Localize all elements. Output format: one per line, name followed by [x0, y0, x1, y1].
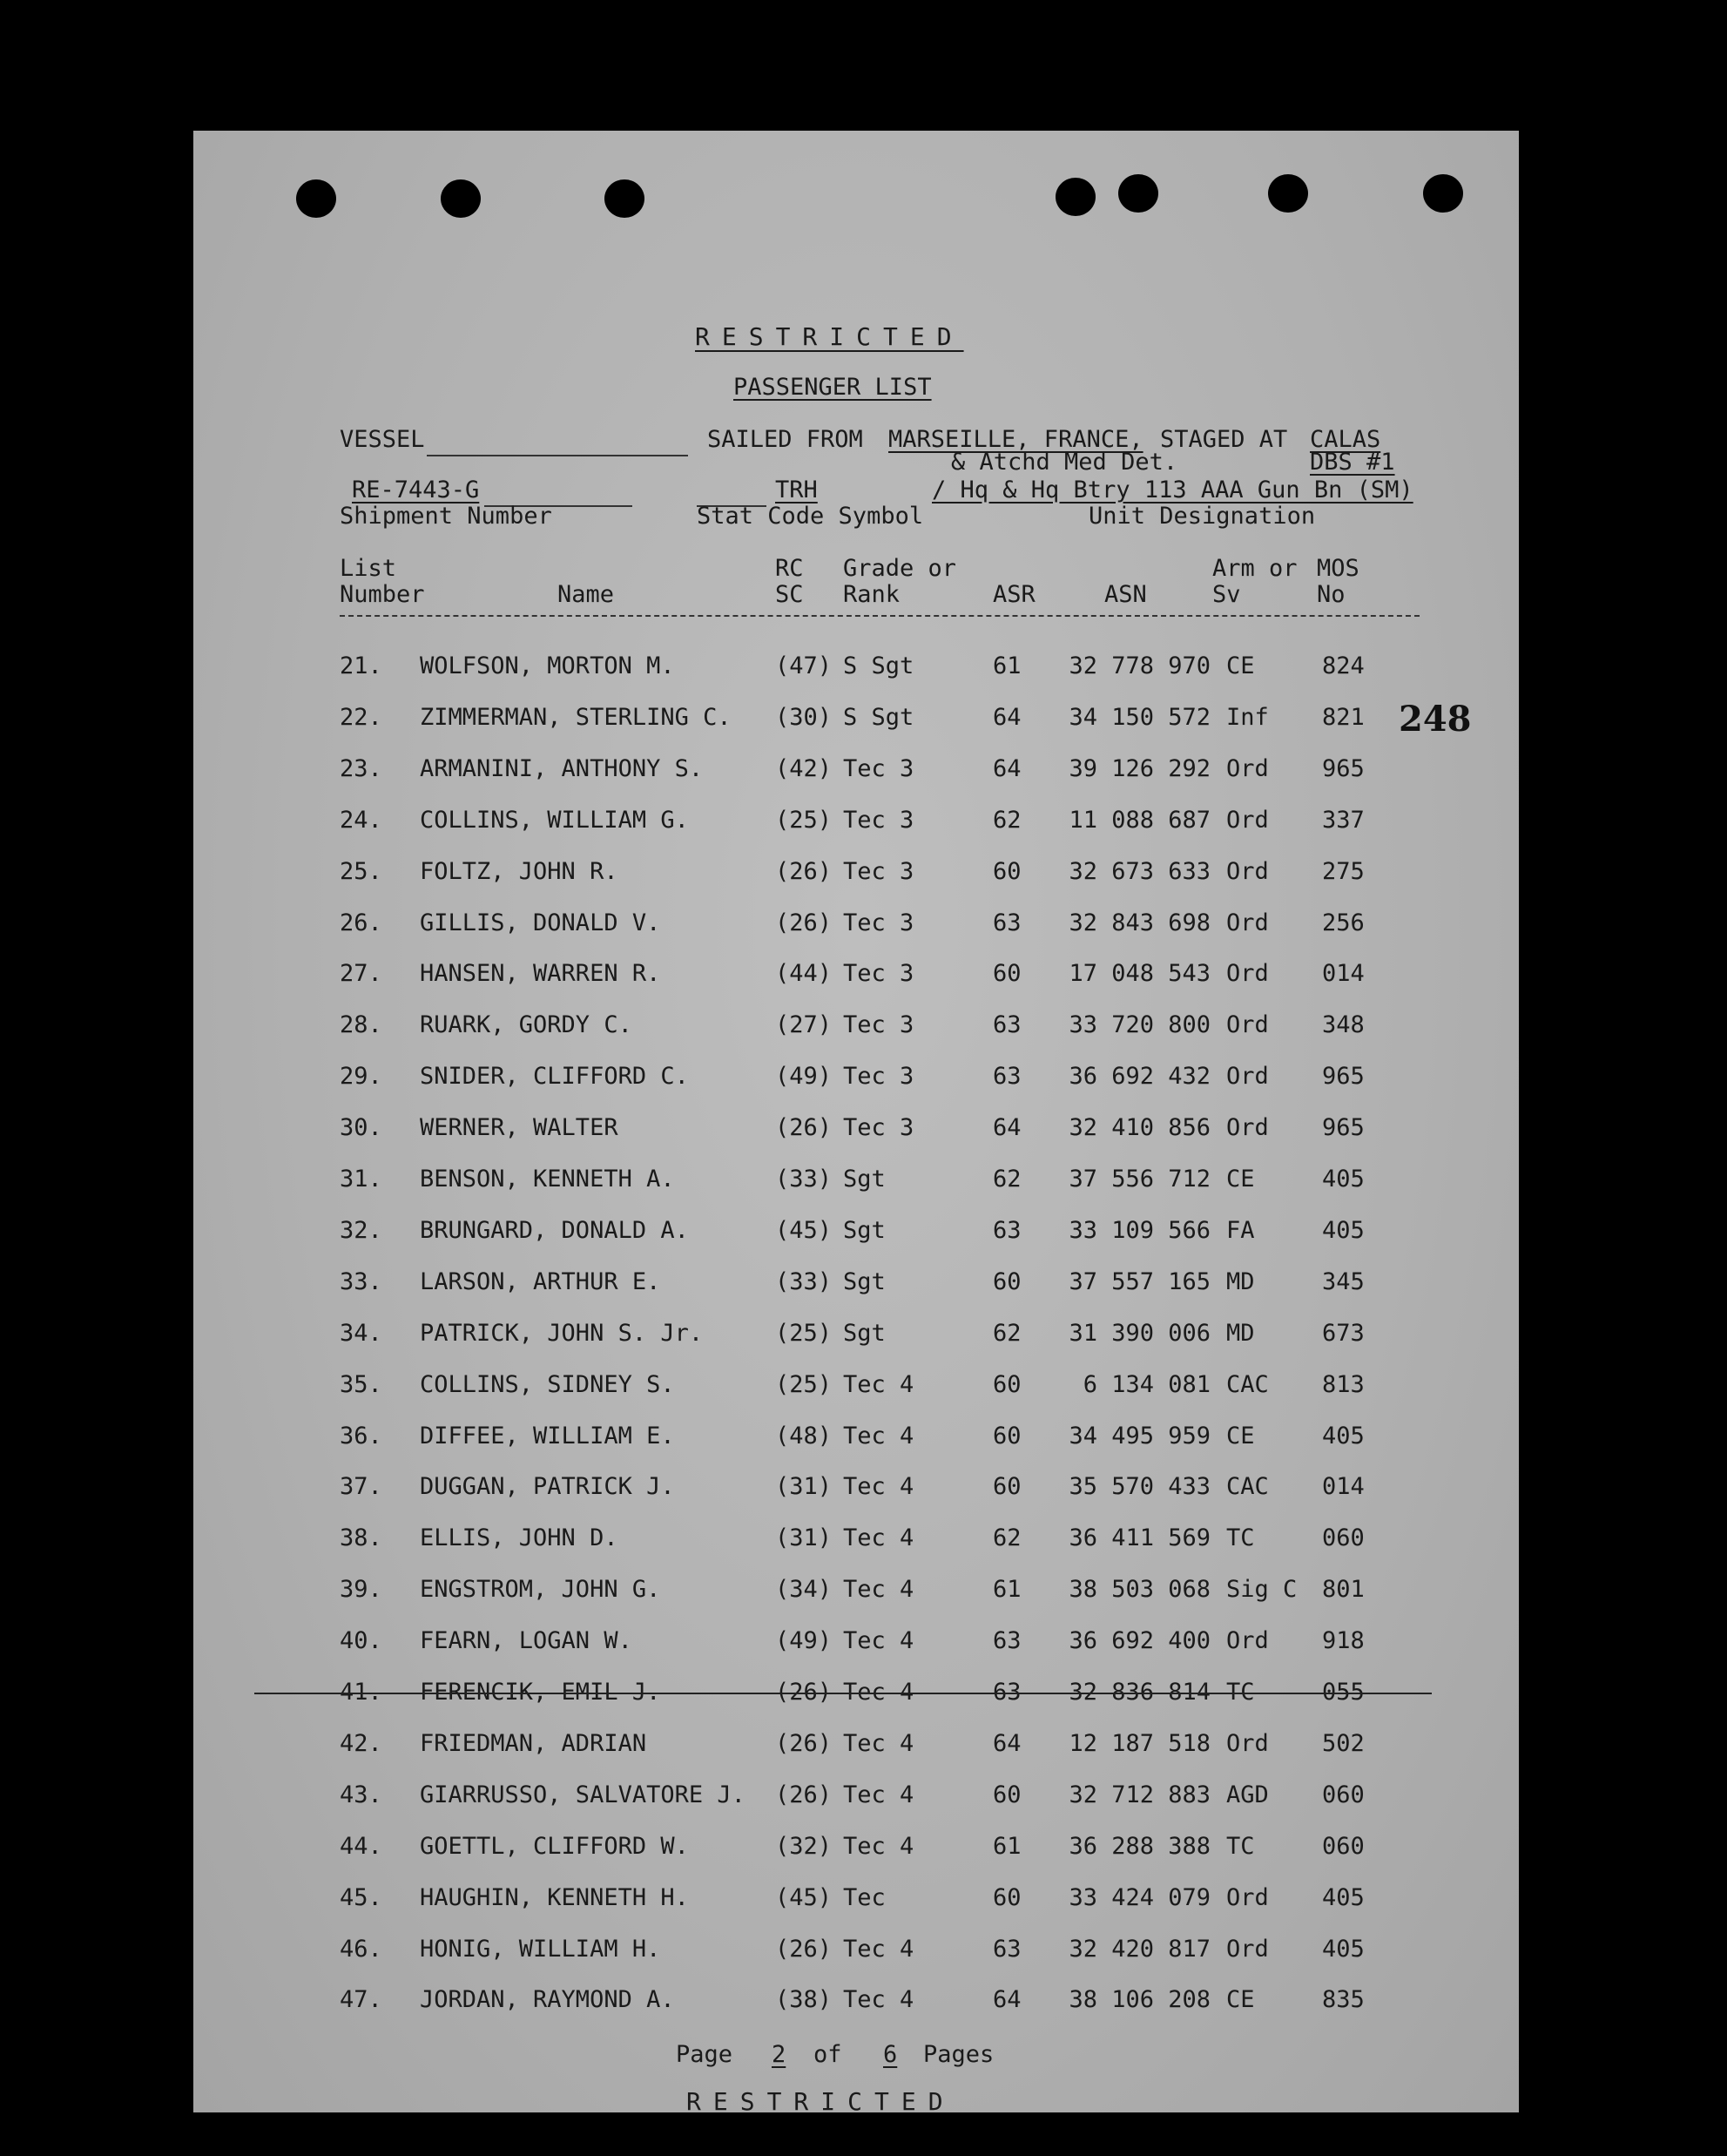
row-grade: Tec 3 [843, 1011, 914, 1038]
row-rc-sc: (31) [775, 1473, 833, 1500]
row-name: BENSON, KENNETH A. [420, 1166, 675, 1193]
row-grade: Sgt [843, 1268, 886, 1295]
table-row [193, 705, 1519, 740]
row-arm: TC [1226, 1524, 1255, 1551]
header-rule [340, 615, 1420, 617]
row-arm: CE [1226, 1166, 1255, 1193]
shipment-number: RE-7443-G [352, 476, 480, 504]
row-asn: 33 424 079 [1069, 1884, 1211, 1911]
row-rc-sc: (33) [775, 1268, 833, 1295]
row-grade: Tec 4 [843, 1627, 914, 1654]
table-row [193, 1834, 1519, 1869]
row-list-number: 25. [340, 858, 382, 885]
row-arm: Ord [1226, 1730, 1269, 1757]
table-row [193, 1166, 1519, 1201]
col-rc-sc: RC SC [775, 555, 804, 608]
row-rc-sc: (25) [775, 807, 833, 834]
row-arm: Ord [1226, 1011, 1269, 1038]
row-rc-sc: (49) [775, 1063, 833, 1090]
row-asn: 32 420 817 [1069, 1936, 1211, 1963]
row-arm: AGD [1226, 1781, 1269, 1808]
row-grade: Tec 4 [843, 1986, 914, 2013]
classification-bottom: RESTRICTED [686, 2087, 955, 2116]
sailed-from-value: MARSEILLE, FRANCE, [888, 426, 1143, 453]
col-mos: MOS No [1317, 555, 1359, 608]
table-row [193, 1987, 1519, 2022]
table-row [193, 1680, 1519, 1714]
row-asr: 64 [993, 1986, 1022, 2013]
punch-hole-icon [441, 179, 481, 218]
row-rc-sc: (26) [775, 1679, 833, 1706]
row-asr: 60 [993, 960, 1022, 987]
row-arm: CAC [1226, 1371, 1269, 1398]
row-asr: 63 [993, 1011, 1022, 1038]
row-name: GIARRUSSO, SALVATORE J. [420, 1781, 745, 1808]
row-list-number: 42. [340, 1730, 382, 1757]
row-grade: Tec 4 [843, 1781, 914, 1808]
row-arm: Ord [1226, 858, 1269, 885]
unit-designation-label: Unit Designation [1089, 503, 1316, 530]
row-mos: 405 [1322, 1166, 1365, 1193]
row-list-number: 43. [340, 1781, 382, 1808]
row-mos: 345 [1322, 1268, 1365, 1295]
row-list-number: 47. [340, 1986, 382, 2013]
row-mos: 821 [1322, 704, 1365, 731]
row-name: WOLFSON, MORTON M. [420, 652, 675, 679]
row-asr: 63 [993, 1627, 1022, 1654]
row-arm: TC [1226, 1833, 1255, 1860]
row-name: LARSON, ARTHUR E. [420, 1268, 661, 1295]
row-asn: 12 187 518 [1069, 1730, 1211, 1757]
table-row [193, 1012, 1519, 1047]
row-asr: 60 [993, 1884, 1022, 1911]
row-grade: Tec 4 [843, 1423, 914, 1450]
row-grade: Tec 3 [843, 909, 914, 936]
row-arm: Ord [1226, 1063, 1269, 1090]
row-name: FRIEDMAN, ADRIAN [420, 1730, 647, 1757]
page-label: Page [676, 2041, 733, 2068]
row-grade: Tec 4 [843, 1473, 914, 1500]
row-asn: 36 692 400 [1069, 1627, 1211, 1654]
row-mos: 337 [1322, 807, 1365, 834]
table-row [193, 1218, 1519, 1253]
vessel-blank [427, 455, 688, 456]
row-name: ELLIS, JOHN D. [420, 1524, 618, 1551]
row-mos: 060 [1322, 1524, 1365, 1551]
row-asr: 61 [993, 1576, 1022, 1603]
row-asn: 39 126 292 [1069, 755, 1211, 782]
row-asn: 37 557 165 [1069, 1268, 1211, 1295]
row-rc-sc: (26) [775, 1730, 833, 1757]
table-row [193, 756, 1519, 791]
row-name: WERNER, WALTER [420, 1114, 618, 1141]
row-mos: 060 [1322, 1781, 1365, 1808]
col-asn: ASN [1104, 581, 1147, 608]
row-asr: 60 [993, 1423, 1022, 1450]
code-symbol-label: Stat Code Symbol [697, 503, 924, 530]
row-list-number: 28. [340, 1011, 382, 1038]
row-asr: 62 [993, 807, 1022, 834]
table-row [193, 1269, 1519, 1304]
staged-at-value: CALAS [1310, 426, 1381, 453]
row-mos: 965 [1322, 1114, 1365, 1141]
row-arm: Sig C [1226, 1576, 1298, 1603]
row-grade: Sgt [843, 1320, 886, 1347]
row-list-number: 32. [340, 1217, 382, 1244]
row-rc-sc: (34) [775, 1576, 833, 1603]
row-asr: 60 [993, 1781, 1022, 1808]
of-label: of [813, 2041, 842, 2068]
table-row [193, 1885, 1519, 1920]
row-asn: 36 411 569 [1069, 1524, 1211, 1551]
code-symbol: TRH [775, 476, 818, 504]
row-asr: 63 [993, 909, 1022, 936]
row-asr: 60 [993, 1268, 1022, 1295]
row-asn: 33 720 800 [1069, 1011, 1211, 1038]
row-list-number: 22. [340, 704, 382, 731]
table-row [193, 808, 1519, 842]
row-asn: 32 843 698 [1069, 909, 1211, 936]
row-asn: 32 712 883 [1069, 1781, 1211, 1808]
row-list-number: 39. [340, 1576, 382, 1603]
row-list-number: 34. [340, 1320, 382, 1347]
row-grade: Tec 4 [843, 1576, 914, 1603]
row-mos: 256 [1322, 909, 1365, 936]
row-asr: 60 [993, 1371, 1022, 1398]
row-list-number: 36. [340, 1423, 382, 1450]
row-asr: 64 [993, 704, 1022, 731]
row-name: FEARN, LOGAN W. [420, 1627, 632, 1654]
table-row [193, 1782, 1519, 1817]
document-page [193, 131, 1519, 2116]
row-mos: 060 [1322, 1833, 1365, 1860]
col-grade: Grade or Rank [843, 555, 957, 608]
table-row [193, 1321, 1519, 1355]
table-row [193, 1628, 1519, 1663]
page-number: 2 [772, 2041, 786, 2068]
row-arm: FA [1226, 1217, 1255, 1244]
row-name: GOETTL, CLIFFORD W. [420, 1833, 689, 1860]
table-row [193, 1115, 1519, 1150]
row-rc-sc: (26) [775, 1936, 833, 1963]
row-asn: 36 288 388 [1069, 1833, 1211, 1860]
row-rc-sc: (26) [775, 858, 833, 885]
row-asn: 32 673 633 [1069, 858, 1211, 885]
row-rc-sc: (47) [775, 652, 833, 679]
row-arm: CE [1226, 1986, 1255, 2013]
row-name: PATRICK, JOHN S. Jr. [420, 1320, 704, 1347]
table-row [193, 1525, 1519, 1560]
punch-hole-icon [296, 179, 336, 218]
row-asr: 63 [993, 1063, 1022, 1090]
row-asn: 36 692 432 [1069, 1063, 1211, 1090]
row-name: RUARK, GORDY C. [420, 1011, 632, 1038]
shipment-number-label: Shipment Number [340, 503, 552, 530]
row-grade: S Sgt [843, 652, 914, 679]
row-rc-sc: (26) [775, 1114, 833, 1141]
row-grade: Tec 4 [843, 1679, 914, 1706]
row-rc-sc: (45) [775, 1217, 833, 1244]
row-grade: Tec 3 [843, 1114, 914, 1141]
row-asn: 33 109 566 [1069, 1217, 1211, 1244]
pages-label: Pages [923, 2041, 995, 2068]
row-list-number: 23. [340, 755, 382, 782]
row-arm: Ord [1226, 755, 1269, 782]
row-arm: Ord [1226, 1936, 1269, 1963]
row-arm: Ord [1226, 1884, 1269, 1911]
row-rc-sc: (48) [775, 1423, 833, 1450]
row-mos: 835 [1322, 1986, 1365, 2013]
row-mos: 813 [1322, 1371, 1365, 1398]
row-mos: 673 [1322, 1320, 1365, 1347]
row-list-number: 24. [340, 807, 382, 834]
row-name: ZIMMERMAN, STERLING C. [420, 704, 732, 731]
punch-hole-icon [1056, 178, 1096, 216]
table-row [193, 1064, 1519, 1098]
row-list-number: 31. [340, 1166, 382, 1193]
row-list-number: 44. [340, 1833, 382, 1860]
page-total: 6 [883, 2041, 898, 2068]
row-grade: Tec 4 [843, 1833, 914, 1860]
row-asr: 60 [993, 858, 1022, 885]
row-asr: 63 [993, 1936, 1022, 1963]
row-rc-sc: (26) [775, 909, 833, 936]
row-name: ARMANINI, ANTHONY S. [420, 755, 704, 782]
row-grade: Tec 3 [843, 807, 914, 834]
row-mos: 405 [1322, 1423, 1365, 1450]
row-mos: 014 [1322, 1473, 1365, 1500]
row-name: FOLTZ, JOHN R. [420, 858, 618, 885]
row-asn: 6 134 081 [1083, 1371, 1211, 1398]
row-list-number: 40. [340, 1627, 382, 1654]
row-grade: Tec 3 [843, 858, 914, 885]
row-name: HONIG, WILLIAM H. [420, 1936, 661, 1963]
row-list-number: 38. [340, 1524, 382, 1551]
row-mos: 348 [1322, 1011, 1365, 1038]
row-asn: 38 503 068 [1069, 1576, 1211, 1603]
row-name: GILLIS, DONALD V. [420, 909, 661, 936]
row-rc-sc: (30) [775, 704, 833, 731]
row-rc-sc: (27) [775, 1011, 833, 1038]
row-name: JORDAN, RAYMOND A. [420, 1986, 675, 2013]
row-grade: S Sgt [843, 704, 914, 731]
strikethrough-line [254, 1693, 1432, 1694]
row-asr: 64 [993, 1730, 1022, 1757]
row-name: COLLINS, SIDNEY S. [420, 1371, 675, 1398]
row-arm: Ord [1226, 909, 1269, 936]
col-name: Name [557, 581, 615, 608]
table-row [193, 1936, 1519, 1971]
row-mos: 965 [1322, 1063, 1365, 1090]
staged-at-label: STAGED AT [1160, 426, 1288, 453]
row-asn: 34 495 959 [1069, 1423, 1211, 1450]
row-asn: 17 048 543 [1069, 960, 1211, 987]
row-name: HANSEN, WARREN R. [420, 960, 661, 987]
row-arm: Ord [1226, 960, 1269, 987]
row-rc-sc: (33) [775, 1166, 833, 1193]
vessel-label: VESSEL [340, 426, 425, 453]
row-arm: MD [1226, 1320, 1255, 1347]
row-name: HAUGHIN, KENNETH H. [420, 1884, 689, 1911]
row-list-number: 45. [340, 1884, 382, 1911]
table-row [193, 910, 1519, 945]
row-mos: 801 [1322, 1576, 1365, 1603]
row-arm: CAC [1226, 1473, 1269, 1500]
row-mos: 824 [1322, 652, 1365, 679]
row-mos: 014 [1322, 960, 1365, 987]
row-mos: 405 [1322, 1936, 1365, 1963]
row-rc-sc: (45) [775, 1884, 833, 1911]
row-arm: Ord [1226, 807, 1269, 834]
row-asr: 62 [993, 1166, 1022, 1193]
row-asn: 32 778 970 [1069, 652, 1211, 679]
table-row [193, 961, 1519, 996]
row-rc-sc: (42) [775, 755, 833, 782]
row-asn: 32 410 856 [1069, 1114, 1211, 1141]
row-name: DIFFEE, WILLIAM E. [420, 1423, 675, 1450]
stamp-number: 248 [1399, 699, 1472, 740]
table-row [193, 1474, 1519, 1509]
row-rc-sc: (49) [775, 1627, 833, 1654]
row-mos: 405 [1322, 1217, 1365, 1244]
row-asn: 31 390 006 [1069, 1320, 1211, 1347]
row-list-number: 21. [340, 652, 382, 679]
row-mos: 275 [1322, 858, 1365, 885]
table-row [193, 1731, 1519, 1766]
staged-at-sub: DBS #1 [1310, 449, 1395, 476]
punch-hole-icon [1268, 174, 1308, 213]
classification-top: RESTRICTED [695, 322, 964, 351]
row-name: DUGGAN, PATRICK J. [420, 1473, 675, 1500]
row-asn: 38 106 208 [1069, 1986, 1211, 2013]
row-grade: Tec 3 [843, 1063, 914, 1090]
row-rc-sc: (38) [775, 1986, 833, 2013]
punch-hole-icon [1118, 174, 1158, 213]
row-mos: 965 [1322, 755, 1365, 782]
col-arm: Arm or Sv [1212, 555, 1298, 608]
attached-detachment: & Atchd Med Det. [951, 449, 1178, 476]
row-grade: Tec 3 [843, 960, 914, 987]
row-asn: 32 836 814 [1069, 1679, 1211, 1706]
punch-hole-icon [604, 179, 644, 218]
sailed-from-label: SAILED FROM [707, 426, 863, 453]
row-asr: 61 [993, 1833, 1022, 1860]
row-arm: TC [1226, 1679, 1255, 1706]
table-row [193, 653, 1519, 688]
row-grade: Tec 4 [843, 1730, 914, 1757]
row-rc-sc: (25) [775, 1320, 833, 1347]
row-list-number: 26. [340, 909, 382, 936]
row-grade: Tec 3 [843, 755, 914, 782]
row-rc-sc: (31) [775, 1524, 833, 1551]
row-mos: 502 [1322, 1730, 1365, 1757]
row-asr: 63 [993, 1679, 1022, 1706]
row-grade: Tec 4 [843, 1371, 914, 1398]
row-arm: Ord [1226, 1627, 1269, 1654]
row-list-number: 30. [340, 1114, 382, 1141]
row-rc-sc: (25) [775, 1371, 833, 1398]
col-list-number: List Number [340, 555, 425, 608]
row-list-number: 33. [340, 1268, 382, 1295]
row-grade: Sgt [843, 1166, 886, 1193]
row-name: ENGSTROM, JOHN G. [420, 1576, 661, 1603]
row-rc-sc: (26) [775, 1781, 833, 1808]
row-name: COLLINS, WILLIAM G. [420, 807, 689, 834]
row-grade: Tec 4 [843, 1524, 914, 1551]
row-asr: 62 [993, 1320, 1022, 1347]
row-asn: 34 150 572 [1069, 704, 1211, 731]
punch-hole-icon [1423, 174, 1463, 213]
row-asr: 64 [993, 755, 1022, 782]
row-arm: Inf [1226, 704, 1269, 731]
row-list-number: 37. [340, 1473, 382, 1500]
row-arm: MD [1226, 1268, 1255, 1295]
table-row [193, 1577, 1519, 1612]
row-rc-sc: (44) [775, 960, 833, 987]
row-name: SNIDER, CLIFFORD C. [420, 1063, 689, 1090]
row-list-number: 46. [340, 1936, 382, 1963]
row-name: FERENCIK, EMIL J. [420, 1679, 661, 1706]
row-asr: 62 [993, 1524, 1022, 1551]
row-grade: Tec 4 [843, 1936, 914, 1963]
row-grade: Tec [843, 1884, 886, 1911]
table-row [193, 859, 1519, 894]
row-asn: 35 570 433 [1069, 1473, 1211, 1500]
row-mos: 055 [1322, 1679, 1365, 1706]
row-asn: 37 556 712 [1069, 1166, 1211, 1193]
row-asr: 60 [993, 1473, 1022, 1500]
row-list-number: 35. [340, 1371, 382, 1398]
unit-designation: / Hq & Hq Btry 113 AAA Gun Bn (SM) [932, 476, 1413, 504]
col-asr: ASR [993, 581, 1036, 608]
row-name: BRUNGARD, DONALD A. [420, 1217, 689, 1244]
row-grade: Sgt [843, 1217, 886, 1244]
row-rc-sc: (32) [775, 1833, 833, 1860]
document-title: PASSENGER LIST [733, 374, 932, 401]
row-mos: 405 [1322, 1884, 1365, 1911]
row-mos: 918 [1322, 1627, 1365, 1654]
table-row [193, 1372, 1519, 1407]
row-arm: CE [1226, 652, 1255, 679]
row-list-number: 41. [340, 1679, 382, 1706]
row-asr: 61 [993, 652, 1022, 679]
row-list-number: 29. [340, 1063, 382, 1090]
row-list-number: 27. [340, 960, 382, 987]
row-arm: CE [1226, 1423, 1255, 1450]
row-asr: 64 [993, 1114, 1022, 1141]
row-asn: 11 088 687 [1069, 807, 1211, 834]
row-asr: 63 [993, 1217, 1022, 1244]
row-arm: Ord [1226, 1114, 1269, 1141]
table-row [193, 1423, 1519, 1458]
